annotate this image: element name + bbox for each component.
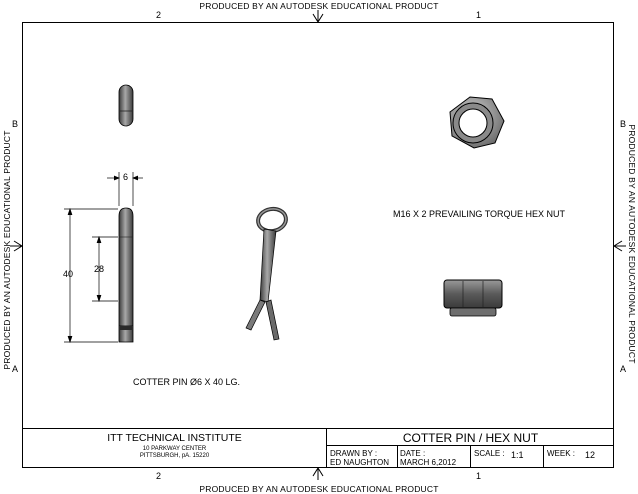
hex-nut-top-view — [450, 97, 504, 148]
title-block-cell-divider-2 — [470, 445, 471, 468]
scale-label: SCALE : — [474, 449, 505, 458]
address-line-2: PITTSBURGH, pA. 15220 — [139, 453, 210, 459]
zone-top-1: 1 — [476, 10, 482, 20]
week-value: 12 — [585, 450, 596, 460]
zone-left-b: B — [12, 119, 19, 129]
cotter-pin-front-view — [119, 208, 133, 342]
center-mark-right — [614, 241, 626, 251]
title-block-cell-divider-3 — [543, 445, 544, 468]
watermark-bottom: PRODUCED BY AN AUTODESK EDUCATIONAL PRODUCT — [199, 484, 439, 494]
hex-nut-note: M16 X 2 PREVAILING TORQUE HEX NUT — [393, 209, 566, 219]
watermark-left: PRODUCED BY AN AUTODESK EDUCATIONAL PRODUCT — [2, 130, 12, 370]
dimension-overall-label: 40 — [63, 269, 74, 279]
center-mark-bottom — [313, 468, 323, 480]
dimension-partial-label: 28 — [94, 264, 105, 274]
center-mark-left — [10, 241, 22, 251]
zone-right-a: A — [620, 364, 627, 374]
cotter-pin-note: COTTER PIN Ø6 X 40 LG. — [133, 377, 241, 387]
title-block-cell-divider-1 — [397, 445, 398, 468]
zone-bottom-1: 1 — [476, 471, 482, 481]
school-address — [22, 446, 327, 460]
hex-nut-side-view — [444, 280, 502, 316]
week-label: WEEK : — [547, 449, 576, 458]
cotter-pin-isometric — [246, 207, 288, 340]
address-line-1: 10 PARKWAY CENTER — [142, 446, 207, 452]
zone-top-2: 2 — [156, 10, 162, 20]
watermark-right: PRODUCED BY AN AUTODESK EDUCATIONAL PRODUCT — [627, 124, 637, 364]
center-mark-top — [313, 10, 323, 22]
zone-bottom-2: 2 — [156, 471, 162, 481]
school-name: ITT TECHNICAL INSTITUTE — [107, 432, 242, 444]
zone-left-a: A — [12, 364, 19, 374]
date-value: MARCH 6,2012 — [400, 458, 457, 467]
watermark-top: PRODUCED BY AN AUTODESK EDUCATIONAL PRODUCT — [199, 1, 439, 11]
cotter-pin-top-view — [119, 85, 133, 126]
drawing-title: COTTER PIN / HEX NUT — [402, 431, 539, 445]
drawn-by-label: DRAWN BY : — [330, 449, 378, 458]
scale-value: 1:1 — [511, 450, 524, 460]
drawn-by-value: ED NAUGHTON — [330, 458, 389, 467]
zone-right-b: B — [620, 119, 627, 129]
date-label: DATE : — [400, 449, 426, 458]
dimension-width-label: 6 — [123, 172, 129, 182]
